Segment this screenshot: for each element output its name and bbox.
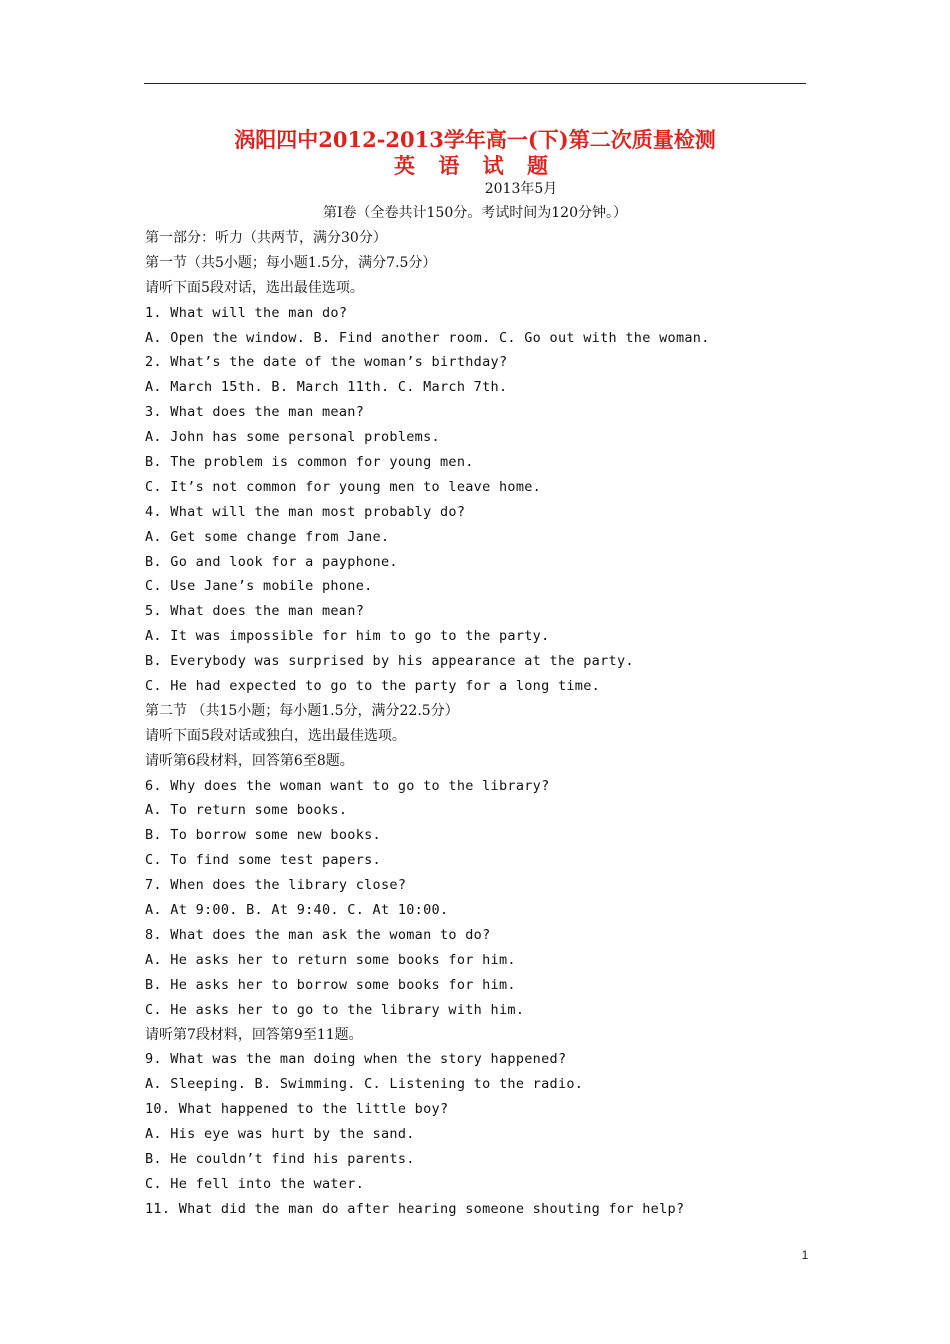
question-line: A. His eye was hurt by the sand. — [145, 1126, 415, 1143]
question-line: 11. What did the man do after hearing someone shouting for help? — [145, 1200, 685, 1217]
section-instruction: 第一部分：听力（共两节，满分30分） — [145, 230, 387, 246]
question-line: 5. What does the man mean? — [145, 603, 365, 620]
question-line: B. Everybody was surprised by his appearance at the party. — [145, 653, 634, 670]
question-line: A. March 15th. B. March 11th. C. March 7th. — [145, 379, 508, 396]
question-line: 7. When does the library close? — [145, 877, 407, 894]
question-line: A. Open the window. B. Find another room. C. Go out with the woman. — [145, 329, 710, 346]
exam-subject-title: 英 语 试 题 — [394, 153, 556, 178]
section-instruction: 第二节 （共15小题；每小题1.5分，满分22.5分） — [145, 702, 459, 719]
question-line: A. At 9:00. B. At 9:40. C. At 10:00. — [145, 902, 449, 919]
question-line: A. Get some change from Jane. — [145, 528, 390, 545]
question-line: C. To find some test papers. — [145, 852, 381, 869]
question-line: C. He had expected to go to the party for a long time. — [145, 678, 601, 695]
question-line: A. He asks her to return some books for him. — [145, 951, 516, 968]
exam-title: 涡阳四中2012-2013学年高一(下)第二次质量检测 — [234, 127, 716, 152]
exam-date: 2013年5月 — [484, 181, 558, 197]
question-line: B. He couldn’t find his parents. — [145, 1150, 415, 1167]
section-instruction: 请听下面5段对话，选出最佳选项。 — [145, 279, 364, 296]
question-line: B. To borrow some new books. — [145, 827, 381, 844]
volume-info: 第Ⅰ卷（全卷共计150分。考试时间为120分钟。） — [323, 205, 627, 221]
question-line: B. He asks her to borrow some books for him. — [145, 976, 516, 993]
section-instruction: 第一节（共5小题；每小题1.5分，满分7.5分） — [145, 254, 437, 271]
page-number: 1 — [801, 1248, 809, 1262]
question-line: A. Sleeping. B. Swimming. C. Listening to the radio. — [145, 1076, 584, 1093]
section-instruction: 请听下面5段对话或独白，选出最佳选项。 — [145, 727, 406, 744]
question-line: C. He fell into the water. — [145, 1175, 365, 1192]
question-line: 4. What will the man most probably do? — [145, 503, 466, 520]
question-line: A. To return some books. — [145, 802, 348, 819]
question-line: A. John has some personal problems. — [145, 429, 440, 446]
question-line: 10. What happened to the little boy? — [145, 1101, 449, 1118]
section-instruction: 请听第7段材料，回答第9至11题。 — [145, 1026, 363, 1043]
question-line: C. Use Jane’s mobile phone. — [145, 578, 373, 595]
header-rule — [144, 83, 806, 84]
question-line: 8. What does the man ask the woman to do? — [145, 926, 491, 943]
section-instruction: 请听第6段材料，回答第6至8题。 — [145, 752, 354, 769]
question-line: C. It’s not common for young men to leave home. — [145, 478, 542, 495]
question-line: B. The problem is common for young men. — [145, 454, 474, 471]
question-text-block — [145, 226, 805, 1222]
question-line: 9. What was the man doing when the story happened? — [145, 1051, 567, 1068]
question-line: 3. What does the man mean? — [145, 404, 365, 421]
question-line: 2. What’s the date of the woman’s birthday? — [145, 354, 508, 371]
question-line: 6. Why does the woman want to go to the library? — [145, 777, 550, 794]
question-line: A. It was impossible for him to go to the party. — [145, 628, 550, 645]
question-line: 1. What will the man do? — [145, 304, 348, 321]
question-line: C. He asks her to go to the library with him. — [145, 1001, 525, 1018]
question-line: B. Go and look for a payphone. — [145, 553, 398, 570]
